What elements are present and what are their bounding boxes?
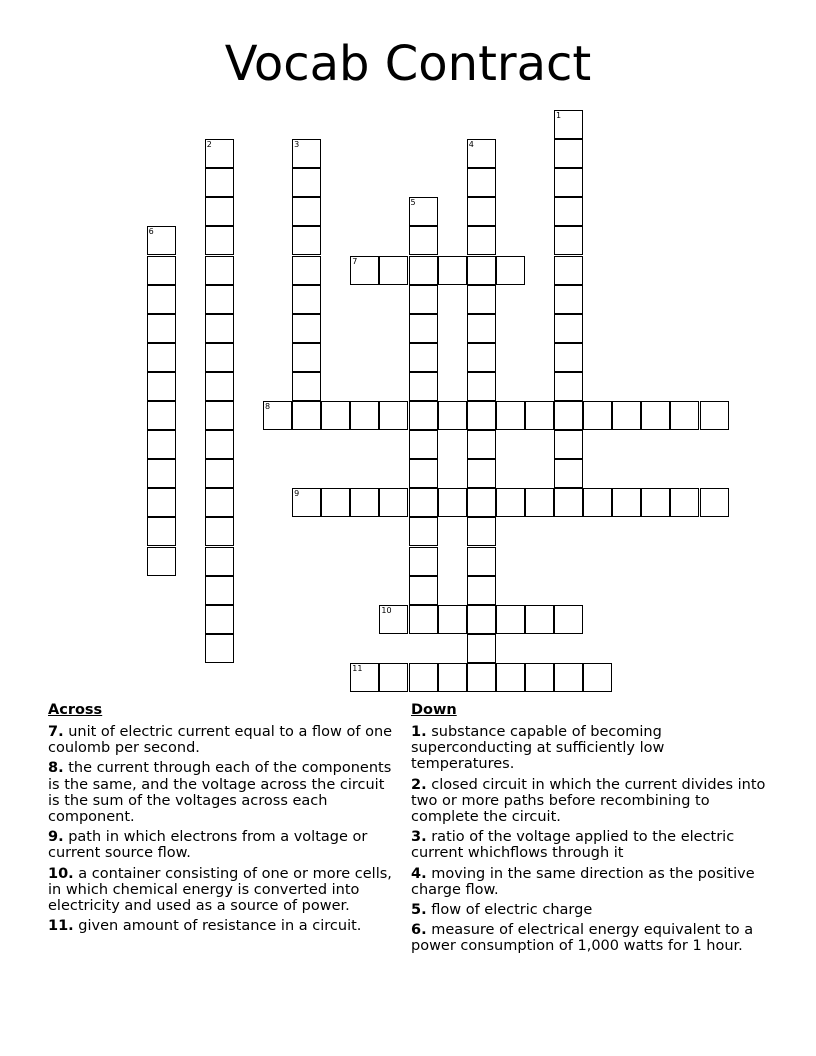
grid-cell[interactable]	[379, 401, 408, 430]
grid-cell[interactable]	[496, 488, 525, 517]
clue-number: 2	[206, 140, 212, 150]
grid-cell[interactable]	[670, 401, 699, 430]
clue-item-number: 7.	[48, 724, 64, 740]
grid-cell[interactable]	[612, 488, 641, 517]
grid-cell[interactable]	[467, 256, 496, 285]
grid-cell[interactable]	[554, 605, 583, 634]
grid-cell[interactable]	[350, 401, 379, 430]
grid-cell[interactable]	[205, 547, 234, 576]
grid-cell[interactable]	[554, 314, 583, 343]
across-clue-list	[48, 724, 400, 934]
clue-number: 9	[294, 489, 300, 499]
grid-cell[interactable]	[467, 576, 496, 605]
grid-cell[interactable]	[496, 605, 525, 634]
grid-cell[interactable]	[554, 139, 583, 168]
grid-cell[interactable]	[205, 401, 234, 430]
grid-cell[interactable]	[409, 488, 438, 517]
grid-cell[interactable]	[467, 547, 496, 576]
grid-cell[interactable]	[379, 663, 408, 692]
grid-cell[interactable]	[292, 256, 321, 285]
grid-cell[interactable]	[554, 168, 583, 197]
clue-item-text: a container consisting of one or more cells, in which chemical energy is converted into electricity and used as a source of power.	[48, 865, 392, 915]
grid-cell[interactable]	[525, 663, 554, 692]
grid-cell[interactable]	[670, 488, 699, 517]
grid-cell[interactable]	[583, 488, 612, 517]
clue-item-text: ratio of the voltage applied to the electric current whichflows through it	[411, 829, 735, 862]
grid-cell[interactable]	[467, 663, 496, 692]
grid-cell[interactable]	[205, 372, 234, 401]
grid-cell[interactable]	[700, 401, 729, 430]
grid-cell[interactable]	[467, 226, 496, 255]
grid-cell[interactable]	[350, 488, 379, 517]
grid-cell[interactable]	[409, 430, 438, 459]
grid-cell[interactable]	[554, 256, 583, 285]
grid-cell[interactable]	[467, 285, 496, 314]
grid-cell[interactable]	[292, 226, 321, 255]
grid-cell[interactable]	[292, 285, 321, 314]
grid-cell[interactable]	[554, 663, 583, 692]
grid-cell[interactable]	[321, 401, 350, 430]
grid-cell[interactable]	[409, 285, 438, 314]
grid-cell[interactable]	[292, 197, 321, 226]
grid-cell[interactable]	[612, 401, 641, 430]
clue-item-text: measure of electrical energy equivalent to a power consumption of 1,000 watts for 1 hour.	[411, 922, 754, 955]
clue-item-text: moving in the same direction as the positive charge flow.	[411, 865, 755, 898]
grid-cell[interactable]	[554, 285, 583, 314]
grid-cell[interactable]	[147, 547, 176, 576]
clue-item-number: 8.	[48, 760, 64, 777]
clue-number: 8	[265, 402, 271, 411]
clue-item-number: 9.	[48, 829, 64, 846]
down-clues	[411, 700, 771, 959]
grid-cell[interactable]	[467, 372, 496, 401]
grid-cell[interactable]	[641, 488, 670, 517]
clue-item-number: 4.	[411, 865, 427, 882]
grid-cell[interactable]	[147, 285, 176, 314]
grid-cell[interactable]	[409, 547, 438, 576]
clue-item	[48, 829, 400, 861]
clue-item-number: 3.	[411, 829, 427, 846]
clue-item	[48, 866, 400, 915]
grid-cell[interactable]	[554, 401, 583, 430]
grid-cell[interactable]	[292, 343, 321, 372]
clue-item-text: closed circuit in which the current divides into two or more paths before recombining to complete the circuit.	[411, 776, 766, 826]
grid-cell[interactable]	[321, 488, 350, 517]
across-clues	[48, 700, 400, 938]
grid-cell[interactable]	[205, 314, 234, 343]
grid-cell[interactable]	[147, 401, 176, 430]
grid-cell[interactable]	[205, 459, 234, 488]
grid-cell[interactable]	[409, 197, 438, 226]
grid-cell[interactable]	[496, 256, 525, 285]
clue-item-number: 11.	[48, 918, 74, 935]
clue-number: 3	[294, 140, 300, 150]
clue-item	[411, 902, 771, 918]
grid-cell[interactable]	[350, 663, 379, 692]
clue-number: 4	[468, 140, 474, 150]
clue-number: 5	[410, 198, 416, 208]
clue-number: 6	[148, 227, 154, 237]
clue-item-number: 2.	[411, 776, 427, 793]
grid-cell[interactable]	[438, 401, 467, 430]
grid-cell[interactable]	[496, 401, 525, 430]
grid-cell[interactable]	[409, 605, 438, 634]
grid-cell[interactable]	[467, 634, 496, 663]
clue-item-text: substance capable of becoming superconducting at sufficiently low temperatures.	[411, 724, 665, 773]
clue-number: 11	[352, 663, 363, 673]
grid-cell[interactable]	[438, 605, 467, 634]
grid-cell[interactable]	[438, 663, 467, 692]
grid-cell[interactable]	[147, 256, 176, 285]
grid-cell[interactable]	[554, 488, 583, 517]
grid-cell[interactable]	[379, 256, 408, 285]
clue-item-number: 5.	[411, 902, 427, 919]
grid-cell[interactable]	[292, 139, 321, 168]
grid-cell[interactable]	[438, 488, 467, 517]
clue-item	[411, 829, 771, 861]
grid-cell[interactable]	[147, 226, 176, 255]
grid-cell[interactable]	[525, 401, 554, 430]
clue-item-text: given amount of resistance in a circuit.	[73, 918, 362, 935]
grid-cell[interactable]	[205, 168, 234, 197]
grid-cell[interactable]	[147, 343, 176, 372]
grid-cell[interactable]	[525, 488, 554, 517]
grid-cell[interactable]	[147, 459, 176, 488]
grid-cell[interactable]	[409, 663, 438, 692]
grid-cell[interactable]	[554, 430, 583, 459]
grid-cell[interactable]	[205, 343, 234, 372]
grid-cell[interactable]	[205, 488, 234, 517]
grid-cell[interactable]	[467, 517, 496, 546]
clue-item	[48, 760, 400, 825]
grid-cell[interactable]	[379, 605, 408, 634]
grid-cell[interactable]	[409, 226, 438, 255]
grid-cell[interactable]	[467, 488, 496, 517]
clue-number: 1	[556, 111, 562, 120]
grid-cell[interactable]	[292, 168, 321, 197]
grid-cell[interactable]	[467, 168, 496, 197]
grid-cell[interactable]	[525, 605, 554, 634]
grid-cell[interactable]	[147, 314, 176, 343]
grid-cell[interactable]	[467, 459, 496, 488]
grid-cell[interactable]	[292, 314, 321, 343]
clue-item-text: path in which electrons from a voltage or current source flow.	[48, 829, 368, 862]
grid-cell[interactable]	[554, 372, 583, 401]
grid-cell[interactable]	[554, 343, 583, 372]
grid-cell[interactable]	[496, 663, 525, 692]
down-heading: Down	[411, 702, 457, 718]
grid-cell[interactable]	[409, 256, 438, 285]
clue-item-number: 10.	[48, 865, 74, 882]
clue-item-text: unit of electric current equal to a flow of one coulomb per second.	[48, 724, 393, 757]
clue-item	[411, 922, 771, 954]
grid-cell[interactable]	[467, 343, 496, 372]
grid-cell[interactable]	[467, 139, 496, 168]
grid-cell[interactable]	[409, 372, 438, 401]
grid-cell[interactable]	[205, 634, 234, 663]
grid-cell[interactable]	[205, 605, 234, 634]
grid-cell[interactable]	[409, 314, 438, 343]
grid-cell[interactable]	[467, 197, 496, 226]
grid-cell[interactable]	[583, 663, 612, 692]
across-heading: Across	[48, 702, 103, 718]
grid-cell[interactable]	[147, 430, 176, 459]
grid-cell[interactable]	[147, 488, 176, 517]
grid-cell[interactable]	[583, 401, 612, 430]
grid-cell[interactable]	[205, 576, 234, 605]
grid-cell[interactable]	[205, 139, 234, 168]
grid-cell[interactable]	[205, 517, 234, 546]
clue-item	[48, 724, 400, 756]
grid-cell[interactable]	[554, 110, 583, 139]
grid-cell[interactable]	[467, 314, 496, 343]
grid-cell[interactable]	[350, 256, 379, 285]
grid-cell[interactable]	[205, 256, 234, 285]
grid-cell[interactable]	[205, 226, 234, 255]
grid-cell[interactable]	[205, 285, 234, 314]
grid-cell[interactable]	[205, 197, 234, 226]
grid-cell[interactable]	[409, 343, 438, 372]
clue-number: 7	[352, 256, 358, 266]
grid-cell[interactable]	[147, 517, 176, 546]
puzzle-title: Vocab Contract	[224, 36, 592, 92]
grid-cell[interactable]	[292, 372, 321, 401]
clue-item	[48, 918, 400, 934]
grid-cell[interactable]	[147, 372, 176, 401]
grid-cell[interactable]	[205, 430, 234, 459]
grid-cell[interactable]	[554, 197, 583, 226]
grid-cell[interactable]	[292, 401, 321, 430]
down-clue-list	[411, 724, 771, 955]
grid-cell[interactable]	[438, 256, 467, 285]
grid-cell[interactable]	[409, 401, 438, 430]
grid-cell[interactable]	[409, 576, 438, 605]
grid-cell[interactable]	[554, 226, 583, 255]
clue-item	[411, 724, 771, 773]
grid-cell[interactable]	[409, 459, 438, 488]
clue-item-text: the current through each of the components is the same, and the voltage across the circuit is the sum of the voltages across each component.	[48, 760, 392, 826]
clue-item-number: 6.	[411, 922, 427, 939]
clue-item-text: flow of electric charge	[426, 902, 593, 919]
grid-cell[interactable]	[292, 488, 321, 517]
grid-cell[interactable]	[700, 488, 729, 517]
clue-item	[411, 866, 771, 898]
grid-cell[interactable]	[467, 401, 496, 430]
clue-item	[411, 777, 771, 826]
grid-cell[interactable]	[467, 605, 496, 634]
clue-number: 10	[381, 605, 392, 615]
clue-item-number: 1.	[411, 724, 427, 740]
grid-cell[interactable]	[263, 401, 292, 430]
grid-cell[interactable]	[554, 459, 583, 488]
grid-cell[interactable]	[409, 517, 438, 546]
grid-cell[interactable]	[379, 488, 408, 517]
grid-cell[interactable]	[467, 430, 496, 459]
grid-cell[interactable]	[641, 401, 670, 430]
